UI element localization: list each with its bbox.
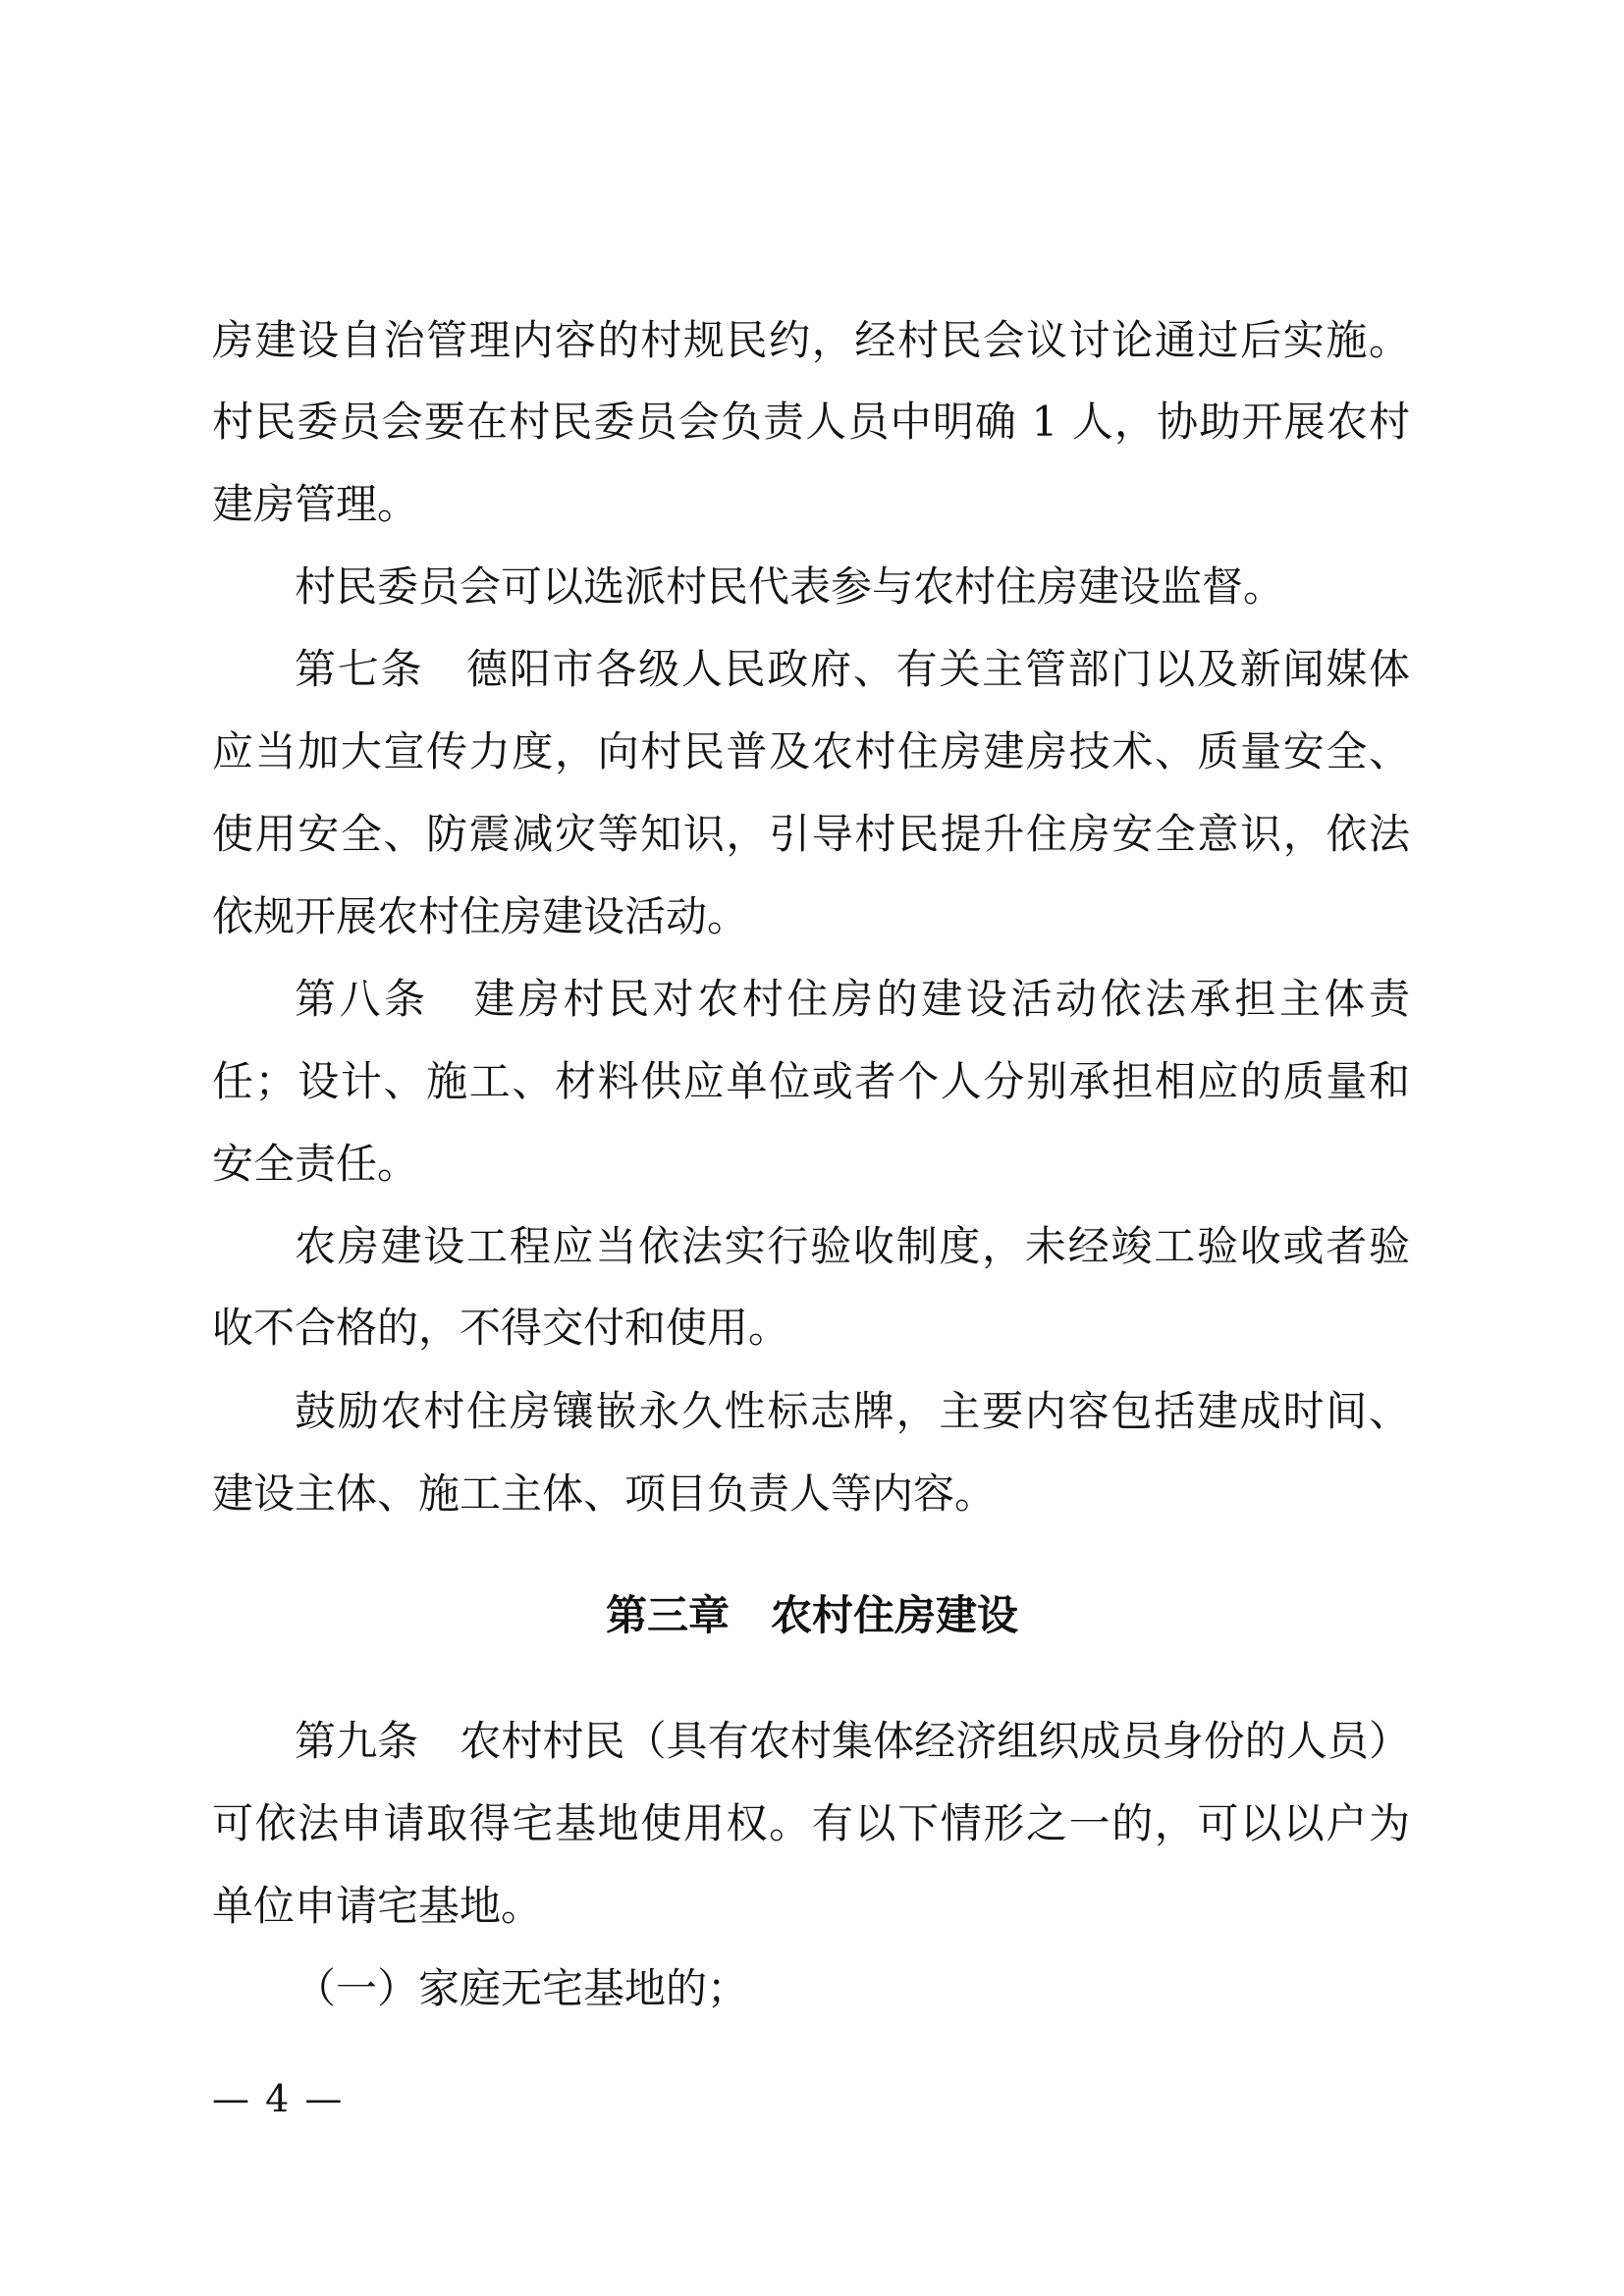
chapter-heading: 第三章 农村住房建设: [605, 1591, 1018, 1639]
article-9-start: 第九条 农村村民（具有农村集体经济组织成员身份的人员）: [295, 1717, 1410, 1765]
text-line: 可依法申请取得宅基地使用权。有以下情形之一的，可以以户为: [212, 1799, 1410, 1847]
text-line: 收不合格的，不得交付和使用。: [212, 1304, 790, 1352]
article-7-start: 第七条 德阳市各级人民政府、有关主管部门以及新闻媒体: [295, 645, 1410, 693]
text-line: 建设主体、施工主体、项目负责人等内容。: [212, 1469, 997, 1518]
page-number: — 4 —: [212, 2077, 345, 2120]
text-line: 安全责任。: [212, 1140, 419, 1188]
text-line: 村民委员会可以选派村民代表参与农村住房建设监督。: [295, 562, 1285, 611]
text-line: 鼓励农村住房镶嵌永久性标志牌，主要内容包括建成时间、: [295, 1387, 1410, 1435]
text-line: 村民委员会要在村民委员会负责人员中明确 1 人，协助开展农村: [212, 398, 1410, 446]
text-line: 房建设自治管理内容的村规民约，经村民会议讨论通过后实施。: [212, 316, 1410, 364]
text-line: 应当加大宣传力度，向村民普及农村住房建房技术、质量安全、: [212, 727, 1410, 775]
text-line: 单位申请宅基地。: [212, 1882, 543, 1930]
text-line: 依规开展农村住房建设活动。: [212, 892, 749, 940]
list-item: （一）家庭无宅基地的；: [295, 1964, 749, 2012]
text-line: 任；设计、施工、材料供应单位或者个人分别承担相应的质量和: [212, 1057, 1410, 1105]
article-8-start: 第八条 建房村民对农村住房的建设活动依法承担主体责: [295, 975, 1410, 1023]
text-line: 农房建设工程应当依法实行验收制度，未经竣工验收或者验: [295, 1222, 1410, 1270]
text-line: 使用安全、防震减灾等知识，引导村民提升住房安全意识，依法: [212, 810, 1410, 858]
text-line: 建房管理。: [212, 480, 419, 528]
